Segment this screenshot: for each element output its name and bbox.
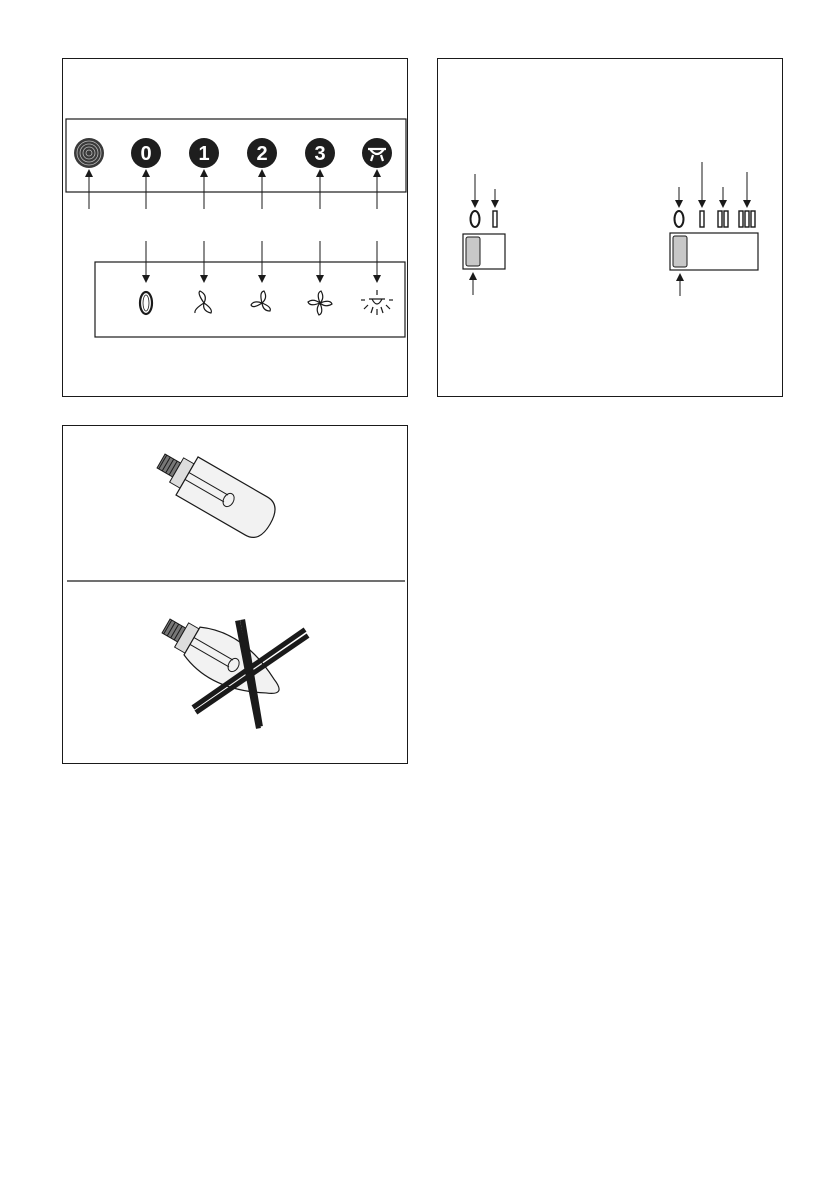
button-strip xyxy=(66,119,406,192)
light-bulb-rays-icon xyxy=(361,290,393,315)
button-3-label: 3 xyxy=(314,143,326,165)
bulb-diagram xyxy=(63,426,409,765)
cylindrical-bulb-icon xyxy=(150,442,281,543)
button-0[interactable] xyxy=(131,138,161,168)
slider-knob[interactable] xyxy=(673,236,687,267)
control-panel-diagram xyxy=(63,59,409,398)
function-pointer-lines xyxy=(146,241,377,279)
zero-off-icon xyxy=(140,292,152,314)
control-buttons-panel xyxy=(62,58,408,397)
bulb-types-panel xyxy=(62,425,408,764)
slider-switch-panel xyxy=(437,58,783,397)
four-position-slider[interactable] xyxy=(670,233,758,270)
button-2-label: 2 xyxy=(256,143,268,165)
button-pointer-lines xyxy=(89,173,377,209)
four-position-labels xyxy=(675,211,756,227)
fan-3-blade-icon xyxy=(251,291,270,311)
button-1-label: 1 xyxy=(198,143,210,165)
light-button-icon[interactable] xyxy=(362,138,392,168)
button-0-label: 0 xyxy=(140,143,152,165)
two-position-labels xyxy=(471,211,498,227)
fan-2-blade-icon xyxy=(195,291,211,313)
main-knob-icon xyxy=(74,138,104,168)
button-1[interactable] xyxy=(189,138,219,168)
button-3[interactable] xyxy=(305,138,335,168)
four-position-pointers xyxy=(679,162,747,296)
slider-knob[interactable] xyxy=(466,237,480,266)
function-strip xyxy=(95,262,405,337)
slider-switch-diagram xyxy=(438,59,784,398)
fan-4-blade-icon xyxy=(308,291,332,315)
button-2[interactable] xyxy=(247,138,277,168)
two-position-slider[interactable] xyxy=(463,234,505,269)
